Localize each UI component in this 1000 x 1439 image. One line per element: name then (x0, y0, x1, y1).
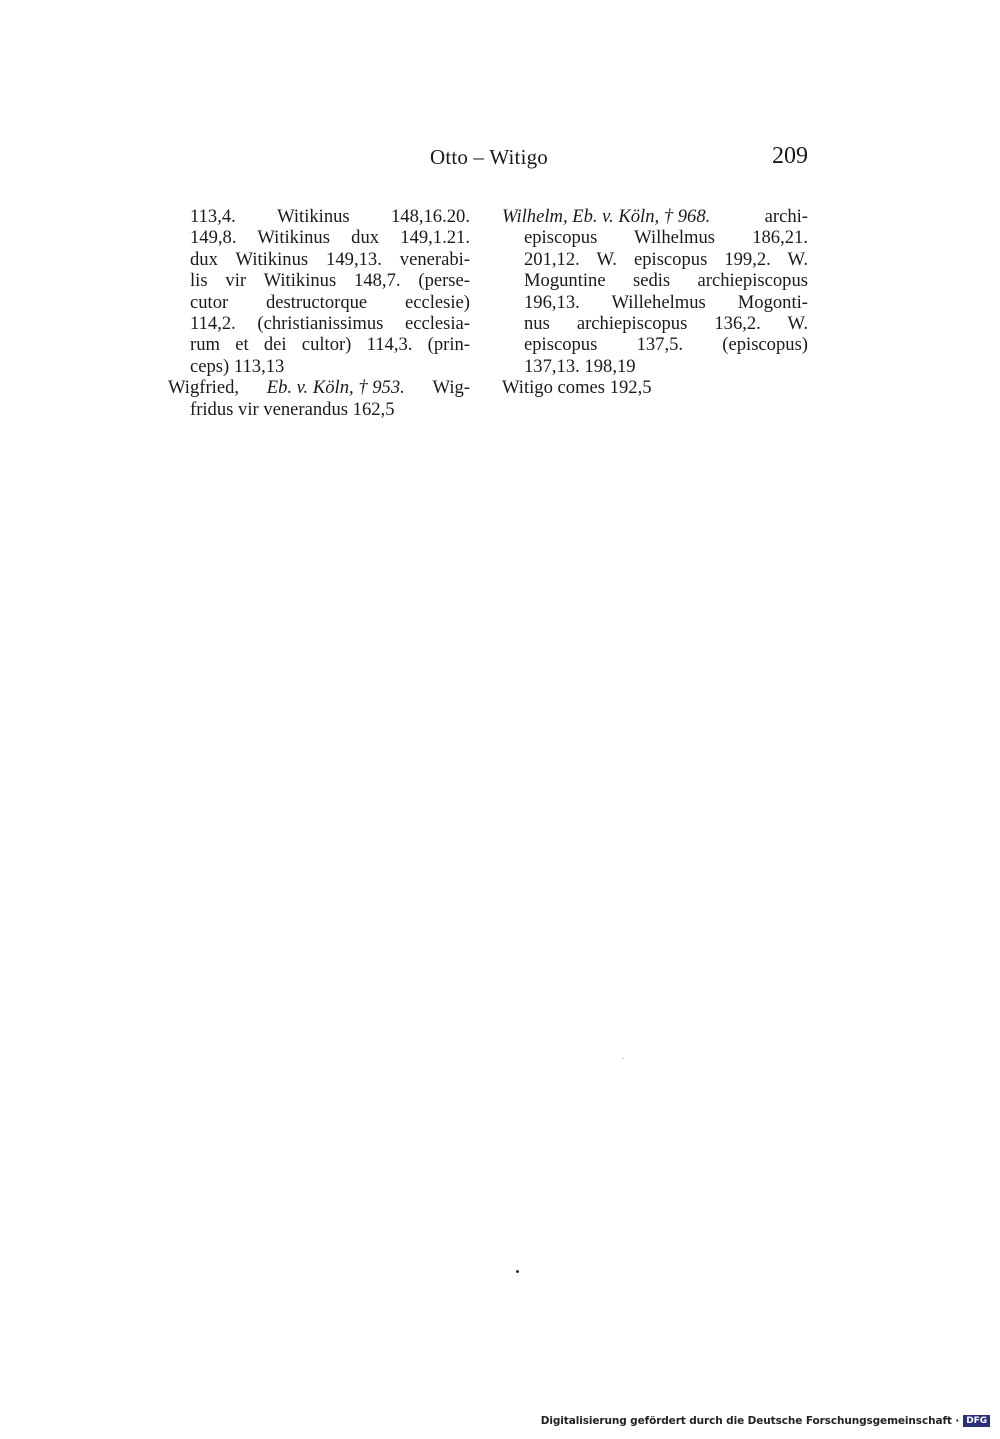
text-line: 201,12. W. episcopus 199,2. W. (524, 248, 808, 270)
text-line: rum et dei cultor) 114,3. (prin- (190, 334, 470, 356)
text-line: 114,2. (christianissimus ecclesia- (190, 313, 470, 335)
index-column-right (502, 206, 808, 399)
text-line: 137,13. 198,19 (524, 355, 636, 377)
text-line: 113,4. Witikinus 148,16.20. (190, 206, 470, 227)
index-entry-wigfried (168, 377, 470, 420)
text-line: episcopus Wilhelmus 186,21. (524, 227, 808, 249)
scan-dot (516, 1270, 519, 1273)
dfg-logo-icon: DFG (963, 1415, 990, 1427)
digitization-footer (541, 1413, 990, 1429)
text-line: 149,8. Witikinus dux 149,1.21. (190, 227, 470, 249)
index-entry-witigo (502, 377, 808, 398)
footer-text: Digitalisierung gefördert durch die Deutsche Forschungsgemeinschaft · (540, 1415, 960, 1427)
running-title: Otto – Witigo (429, 145, 549, 169)
text-line: Moguntine sedis archiepiscopus (524, 270, 808, 292)
text-line: episcopus 137,5. (episcopus) (524, 334, 808, 356)
text-line: 196,13. Willehelmus Mogonti- (524, 291, 808, 313)
text-line: Wigfried, Eb. v. Köln, † 953. Wig- (168, 377, 470, 399)
text-line: Wilhelm, Eb. v. Köln, † 968. archi- (502, 206, 808, 227)
entry-headword: Wilhelm, Eb. v. Köln, † 968. (502, 206, 711, 227)
index-entry-wilhelm (502, 206, 808, 377)
text-line: cutor destructorque ecclesie) (190, 291, 470, 313)
index-entry-continuation (168, 206, 470, 377)
text-line: Witigo comes 192,5 (502, 377, 652, 399)
index-column-left (168, 206, 470, 420)
text-line: lis vir Witikinus 148,7. (perse- (190, 270, 470, 292)
text-line: ceps) 113,13 (190, 355, 285, 377)
text-line: fridus vir venerandus 162,5 (190, 398, 395, 420)
entry-qualifier: Eb. v. Köln, † 953. (266, 377, 405, 399)
text-line: nus archiepiscopus 136,2. W. (524, 313, 808, 335)
text-line: dux Witikinus 149,13. venerabi- (190, 248, 470, 270)
page-number: 209 (772, 143, 808, 169)
entry-headword: Wigfried, (168, 377, 240, 399)
running-head (170, 144, 808, 172)
scan-speck (622, 1058, 624, 1059)
